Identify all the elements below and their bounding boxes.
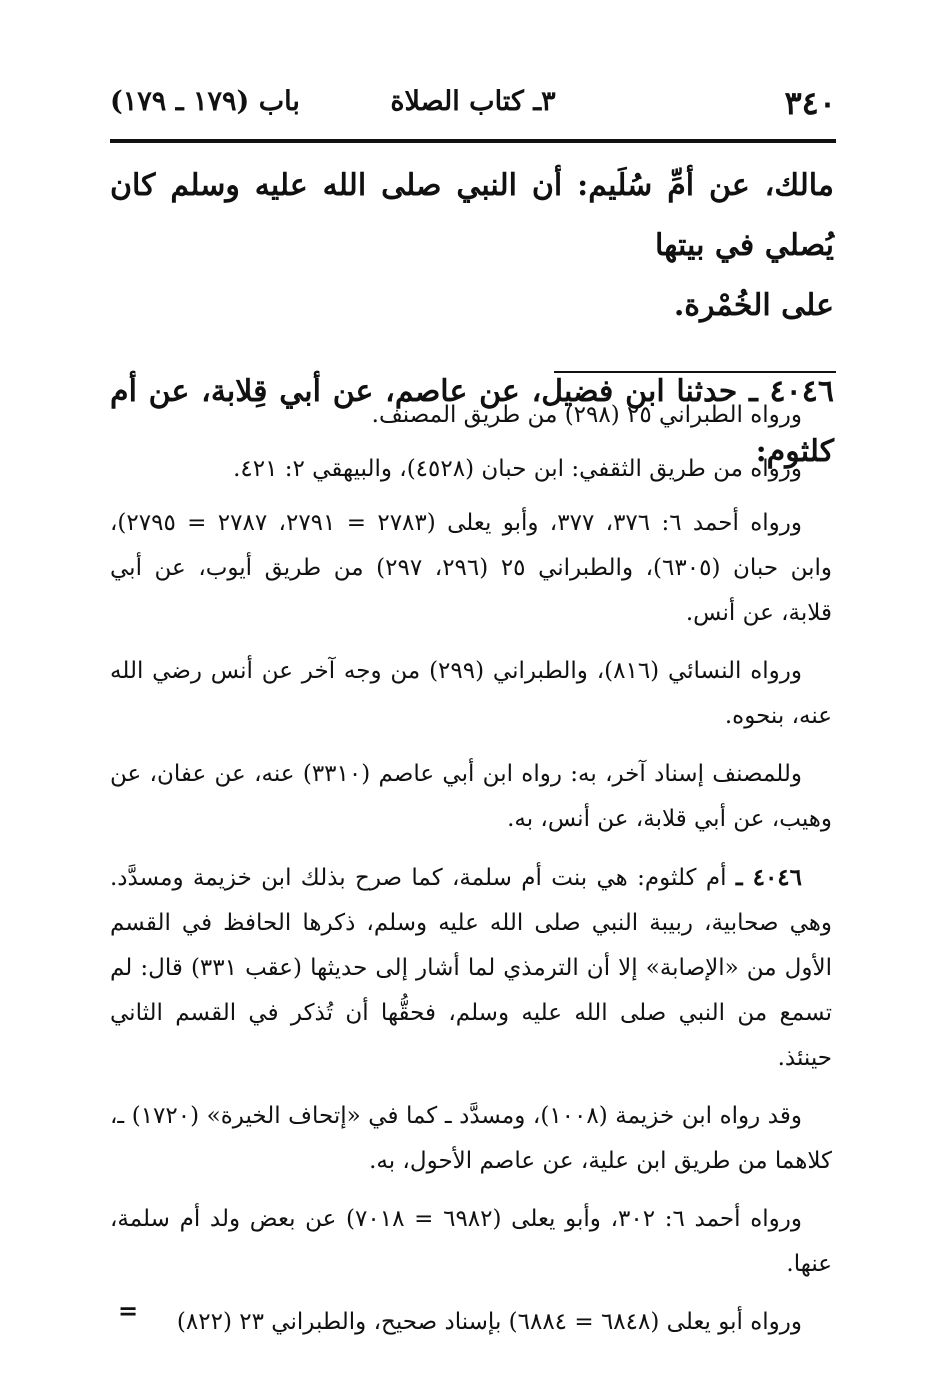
footnote-paragraph: ورواه أحمد ٦: ٣٧٦، ٣٧٧، وأبو يعلى (٢٧٨٣ = ٢٧٩١، ٢٧٨٧ = ٢٧٩٥)، وابن حبان (٦٣٠٥)، والطبراني ٢٥ (٢٩٦، ٢٩٧) من طريق أيوب، عن أبي قلابة، عن أنس. <box>110 510 833 626</box>
hadith-text: حدثنا ابن فضيل، عن عاصم، عن أبي قِلابة، عن أم كلثوم: <box>110 374 834 469</box>
commentary-text: أم كلثوم: هي بنت أم سلمة، كما صرح بذلك ابن خزيمة ومسدَّد. وهي صحابية، ربيبة النبي صلى الله عليه وسلم، ذكرها الحافظ في القسم الأول من «الإصابة» إلا أن الترمذي لما أشار إلى حديثها (عقب ٣٣١) قال: لم تسمع من النبي صلى الله عليه وسلم، فحقُّها أن تُذكر في القسم الثاني حينئذ. <box>110 865 832 1071</box>
footnote-paragraph: ورواه أبو يعلى (٦٨٤٨ = ٦٨٨٤) بإسناد صحيح، والطبراني ٢٣ (٨٢٢) <box>176 1309 802 1335</box>
main-line-2: على الخُمْرة. <box>673 288 834 323</box>
footnotes <box>110 393 832 1358</box>
footnote-paragraph: ورواه الطبراني ٢٥ (٢٩٨) من طريق المصنف. <box>371 402 802 428</box>
running-header <box>110 84 836 128</box>
header-rule <box>110 139 836 143</box>
footnote-paragraph: ورواه من طريق الثقفي: ابن حبان (٤٥٢٨)، والبيهقي ٢: ٤٢١. <box>233 456 802 482</box>
commentary-number: ٤٠٤٦ ـ <box>735 864 803 891</box>
footnote-paragraph: ورواه أحمد ٦: ٣٠٢، وأبو يعلى (٦٩٨٢ = ٧٠١٨) عن بعض ولد أم سلمة، عنها. <box>110 1206 832 1277</box>
main-line-1: مالك، عن أمِّ سُلَيم: أن النبي صلى الله عليه وسلم كان يُصلي في بيتها <box>110 168 834 263</box>
footnote-paragraph: وللمصنف إسناد آخر، به: رواه ابن أبي عاصم (٣٣١٠) عنه، عن عفان، عن وهيب، عن أبي قلابة، عن أنس، به. <box>110 761 832 832</box>
footnote-separator <box>554 371 836 373</box>
page-number: ٣٤٠ <box>784 84 836 122</box>
footnote-paragraph: وقد رواه ابن خزيمة (١٠٠٨)، ومسدَّد ـ كما في «إتحاف الخيرة» (١٧٢٠) ـ، كلاهما من طريق ابن علية، عن عاصم الأحول، به. <box>110 1103 832 1174</box>
book-title: ٣ـ كتاب الصلاة <box>390 86 556 117</box>
continuation-mark: = <box>118 1296 139 1325</box>
main-text-line <box>110 156 834 336</box>
chapter-range: باب (١٧٩ ـ ١٧٩) <box>110 86 300 117</box>
hadith-number: ٤٠٤٦ ـ <box>749 374 834 409</box>
commentary-paragraph <box>110 855 832 1081</box>
footnote-paragraph: ورواه النسائي (٨١٦)، والطبراني (٢٩٩) من وجه آخر عن أنس رضي الله عنه، بنحوه. <box>110 658 832 729</box>
